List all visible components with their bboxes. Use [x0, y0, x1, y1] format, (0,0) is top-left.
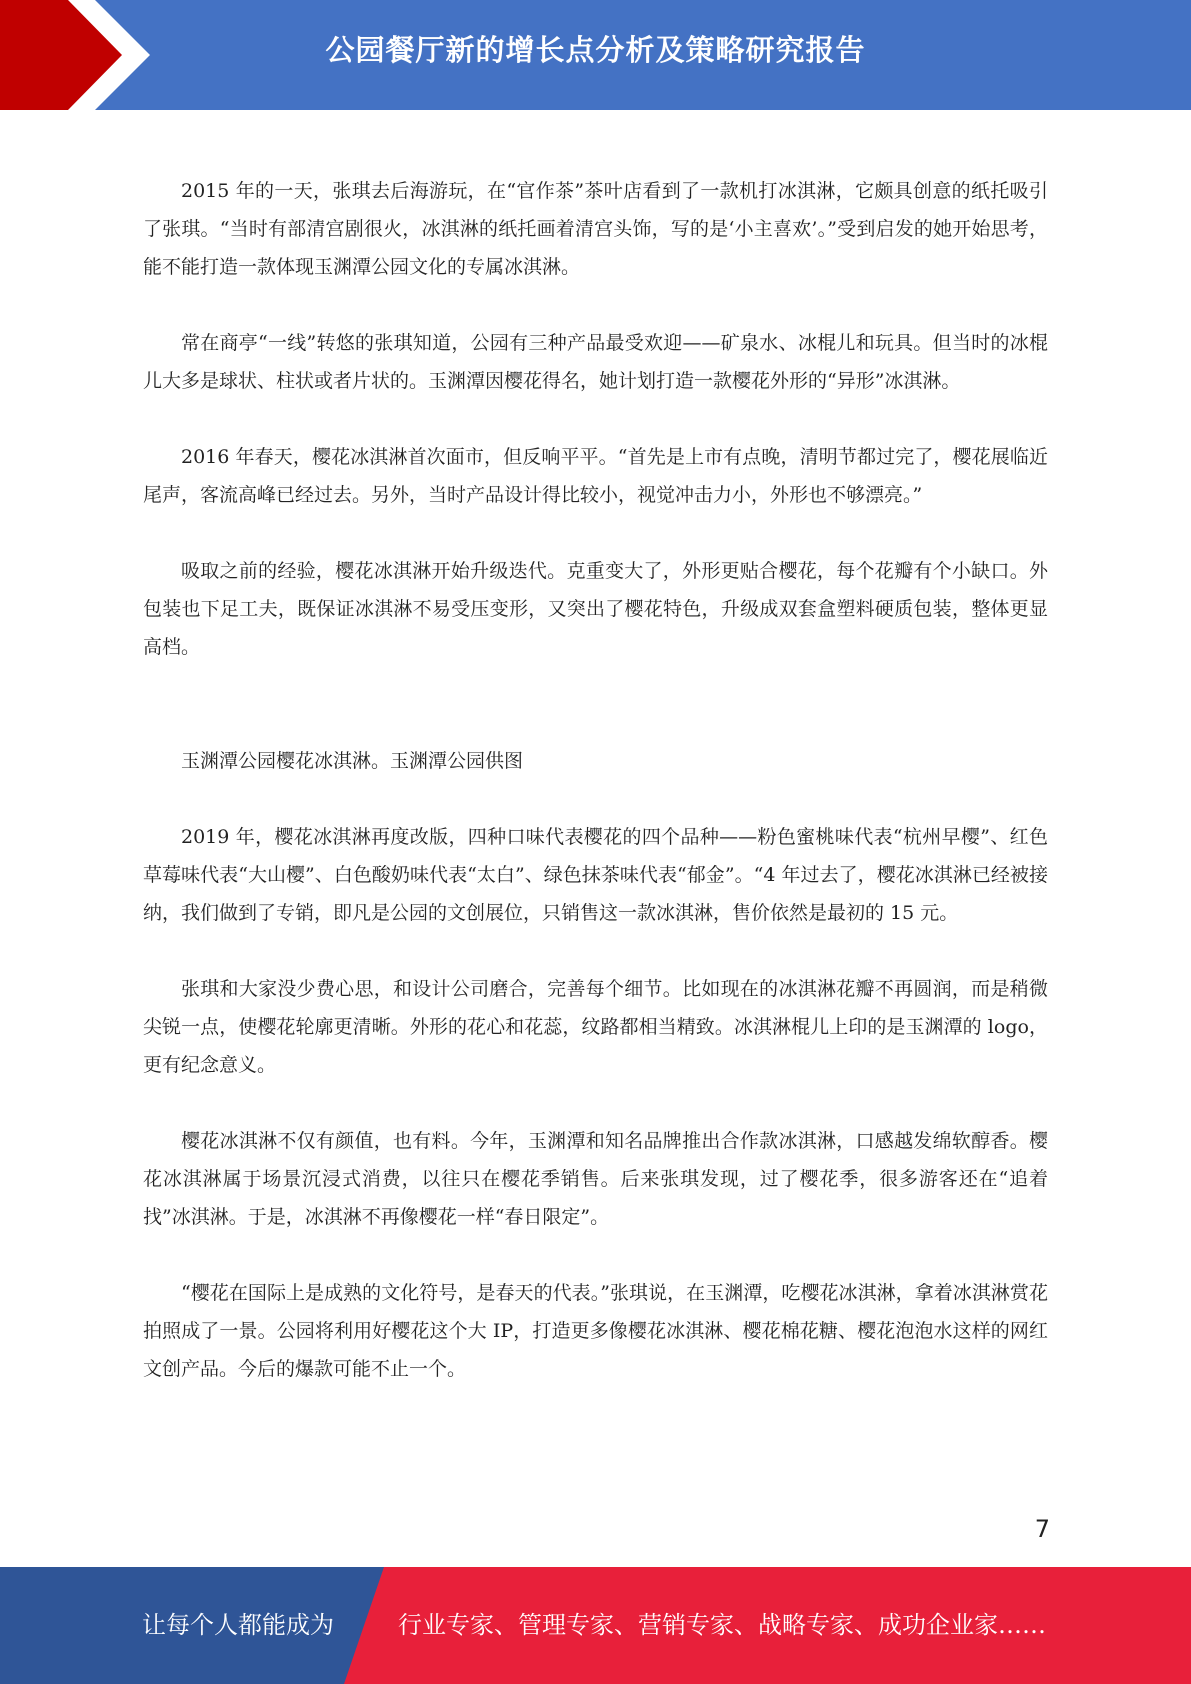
paragraph: 2016 年春天，樱花冰淇淋首次面市，但反响平平。“首先是上市有点晚，清明节都过完了，樱花展临近尾声，客流高峰已经过去。另外，当时产品设计得比较小，视觉冲击力小，外形也不够漂亮。” — [143, 446, 1048, 506]
paragraph: 樱花冰淇淋不仅有颜值，也有料。今年，玉渊潭和知名品牌推出合作款冰淇淋，口感越发绵软醇香。樱花冰淇淋属于场景沉浸式消费，以往只在樱花季销售。后来张琪发现，过了樱花季，很多游客还在“追着找”冰淇淋。于是，冰淇淋不再像樱花一样“春日限定”。 — [143, 1130, 1048, 1228]
article-body — [143, 172, 1048, 1426]
header-title: 公园餐厅新的增长点分析及策略研究报告 — [325, 33, 866, 67]
page-footer — [0, 1567, 1191, 1684]
paragraph: 常在商亭“一线”转悠的张琪知道，公园有三种产品最受欢迎——矿泉水、冰棍儿和玩具。但当时的冰棍儿大多是球状、柱状或者片状的。玉渊潭因樱花得名，她计划打造一款樱花外形的“异形”冰淇淋。 — [143, 332, 1048, 392]
page-header — [0, 0, 1191, 110]
paragraph: 吸取之前的经验，樱花冰淇淋开始升级迭代。克重变大了，外形更贴合樱花，每个花瓣有个小缺口。外包装也下足工夫，既保证冰淇淋不易受压变形，又突出了樱花特色，升级成双套盒塑料硬质包装，整体更显高档。 — [143, 560, 1048, 658]
footer-slogan: 让每个人都能成为 — [142, 1611, 334, 1639]
paragraph: 2015 年的一天，张琪去后海游玩，在“官作茶”茶叶店看到了一款机打冰淇淋，它颇具创意的纸托吸引了张琪。“当时有部清宫剧很火，冰淇淋的纸托画着清宫头饰，写的是‘小主喜欢’。”受到启发的她开始思考，能不能打造一款体现玉渊潭公园文化的专属冰淇淋。 — [143, 180, 1048, 278]
paragraph: 张琪和大家没少费心思，和设计公司磨合，完善每个细节。比如现在的冰淇淋花瓣不再圆润，而是稍微尖锐一点，使樱花轮廓更清晰。外形的花心和花蕊，纹路都相当精致。冰淇淋棍儿上印的是玉渊潭的 logo，更有纪念意义。 — [143, 978, 1048, 1076]
paragraph: 2019 年，樱花冰淇淋再度改版，四种口味代表樱花的四个品种——粉色蜜桃味代表“杭州早樱”、红色草莓味代表“大山樱”、白色酸奶味代表“太白”、绿色抹茶味代表“郁金”。“4 年过去了，樱花冰淇淋已经被接纳，我们做到了专销，即凡是公园的文创展位，只销售这一款冰淇淋，售价依然是最初的 15 元。 — [143, 826, 1048, 924]
footer-roles: 行业专家、管理专家、营销专家、战略专家、成功企业家…… — [398, 1611, 1046, 1639]
paragraph: “樱花在国际上是成熟的文化符号，是春天的代表。”张琪说，在玉渊潭，吃樱花冰淇淋，拿着冰淇淋赏花拍照成了一景。公园将利用好樱花这个大 IP，打造更多像樱花冰淇淋、樱花棉花糖、樱花泡泡水这样的网红文创产品。今后的爆款可能不止一个。 — [143, 1282, 1048, 1380]
page-number: 7 — [1034, 1515, 1050, 1543]
image-caption: 玉渊潭公园樱花冰淇淋。玉渊潭公园供图 — [181, 750, 524, 772]
